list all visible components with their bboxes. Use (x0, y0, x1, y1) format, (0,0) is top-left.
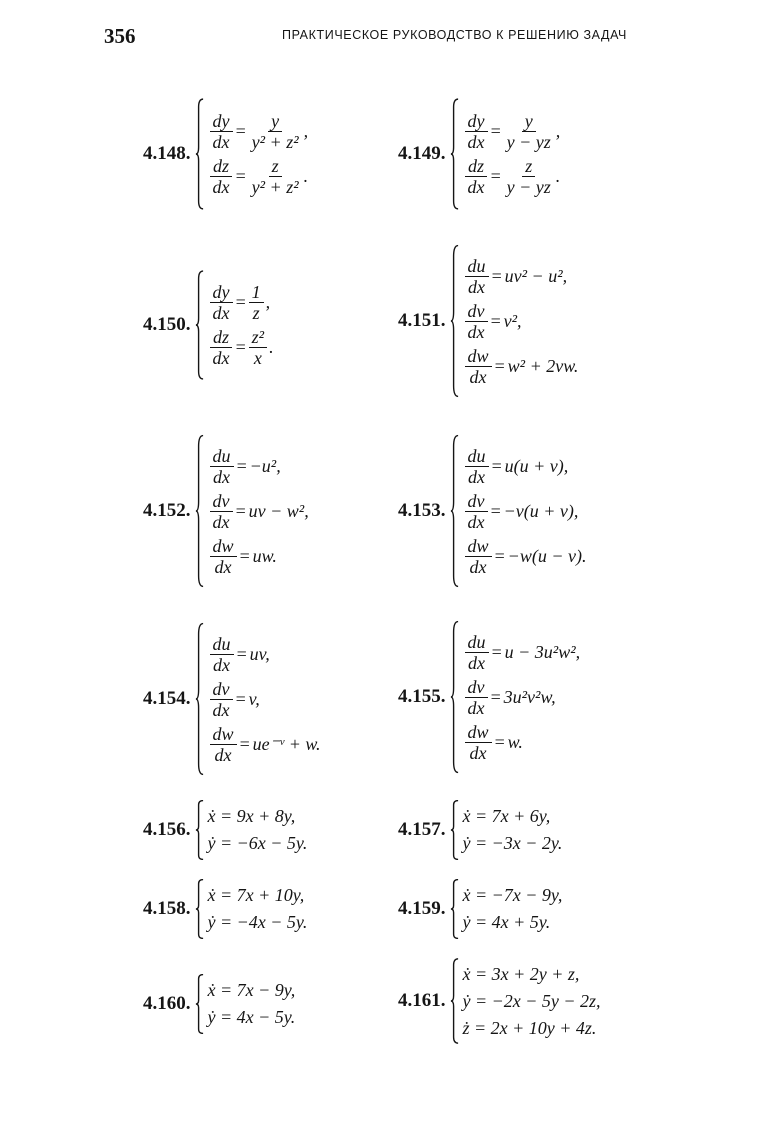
equation: ẏ = −4x − 5y. (207, 912, 308, 932)
equation-system (463, 806, 563, 854)
equation-system (208, 980, 296, 1028)
equation-system (463, 632, 581, 763)
left-brace-icon (450, 244, 459, 398)
equation-system (208, 111, 309, 197)
problem-4-160 (143, 974, 295, 1034)
equation-system (463, 111, 561, 197)
problem-number: 4.148. (143, 143, 191, 164)
equation: $\frac{dv}{dx}$ = v, (208, 679, 321, 720)
problem-number: 4.155. (398, 686, 446, 707)
problem-4-154 (143, 622, 321, 776)
equation-system (463, 964, 601, 1039)
left-brace-icon (195, 879, 204, 939)
equation: ẋ = 7x + 6y, (462, 806, 551, 826)
equation: ẋ = 7x − 9y, (207, 980, 296, 1000)
problem-4-155 (398, 620, 580, 774)
problem-number: 4.158. (143, 898, 191, 919)
equation-system (463, 256, 579, 387)
problem-4-152 (143, 434, 309, 588)
left-brace-icon (450, 879, 459, 939)
equation: ẏ = 4x + 5y. (462, 912, 551, 932)
equation: ẋ = 3x + 2y + z, (462, 963, 580, 984)
problem-number: 4.161. (398, 990, 446, 1011)
running-head: ПРАКТИЧЕСКОЕ РУКОВОДСТВО К РЕШЕНИЮ ЗАДАЧ (282, 28, 627, 42)
equation: $\frac{dv}{dx}$ = uv − w², (208, 491, 309, 532)
problem-number: 4.156. (143, 819, 191, 840)
equation: $\frac{dv}{dx}$ = 3u²v²w, (463, 677, 581, 718)
equation: $\frac{du}{dx}$ = u(u + v), (463, 446, 587, 487)
equation: ẏ = −2x − 5y − 2z, (462, 990, 601, 1011)
equation-system (463, 446, 587, 577)
problem-4-159 (398, 879, 562, 939)
problem-4-153 (398, 434, 586, 588)
equation: $\frac{dy}{dx}$ = $\frac{1}{z}$ , (208, 282, 274, 323)
left-brace-icon (450, 958, 459, 1044)
left-brace-icon (195, 974, 204, 1034)
problem-number: 4.160. (143, 993, 191, 1014)
problem-number: 4.157. (398, 819, 446, 840)
left-brace-icon (195, 800, 204, 860)
left-brace-icon (450, 620, 459, 774)
equation: ẋ = 9x + 8y, (207, 806, 296, 826)
equation-system (208, 282, 274, 368)
left-brace-icon (195, 622, 204, 776)
problem-number: 4.150. (143, 314, 191, 335)
equation: ẏ = −3x − 2y. (462, 833, 563, 853)
equation-system (208, 634, 321, 765)
problem-number: 4.152. (143, 500, 191, 521)
equation-system (463, 885, 563, 933)
equation: $\frac{dz}{dx}$ = $\frac{z}{y - yz}$ . (463, 156, 561, 197)
equation: ẋ = 7x + 10y, (207, 885, 305, 905)
equation: $\frac{dw}{dx}$ = w² + 2vw. (463, 346, 579, 387)
problem-4-148 (143, 98, 308, 210)
equation: $\frac{dw}{dx}$ = −w(u − v). (463, 536, 587, 577)
left-brace-icon (450, 800, 459, 860)
equation: $\frac{dv}{dx}$ = −v(u + v), (463, 491, 587, 532)
problem-number: 4.149. (398, 143, 446, 164)
equation: $\frac{du}{dx}$ = uv² − u², (463, 256, 579, 297)
equation: $\frac{dw}{dx}$ = uw. (208, 536, 309, 577)
equation-system (208, 806, 308, 854)
equation: $\frac{dw}{dx}$ = w. (463, 722, 581, 763)
page-number: 356 (104, 24, 136, 48)
left-brace-icon (195, 98, 204, 210)
left-brace-icon (450, 98, 459, 210)
equation-system (208, 446, 309, 577)
equation: ẋ = −7x − 9y, (462, 885, 563, 905)
problem-4-161 (398, 958, 601, 1044)
equation: $\frac{dv}{dx}$ = v², (463, 301, 579, 342)
left-brace-icon (195, 434, 204, 588)
problem-number: 4.159. (398, 898, 446, 919)
problem-4-150 (143, 270, 274, 380)
equation: ẏ = 4x − 5y. (207, 1007, 296, 1027)
problem-4-158 (143, 879, 307, 939)
equation: $\frac{du}{dx}$ = −u², (208, 446, 309, 487)
problem-number: 4.153. (398, 500, 446, 521)
equation: $\frac{dw}{dx}$ = ue⁻ᵛ + w. (208, 724, 321, 765)
problem-4-157 (398, 800, 562, 860)
left-brace-icon (195, 270, 204, 380)
equation: $\frac{du}{dx}$ = u − 3u²w², (463, 632, 581, 673)
equation: ż = 2x + 10y + 4z. (462, 1017, 597, 1038)
equation: $\frac{dz}{dx}$ = $\frac{\text{z²}}{x}$ . (208, 327, 274, 368)
equation: $\frac{dy}{dx}$ = $\frac{y}{y - yz}$ , (463, 111, 561, 152)
problem-4-149 (398, 98, 560, 210)
problem-4-156 (143, 800, 307, 860)
equation: $\frac{dz}{dx}$ = $\frac{z}{\text{y² + z²}}$ . (208, 156, 309, 197)
problem-number: 4.151. (398, 310, 446, 331)
left-brace-icon (450, 434, 459, 588)
equation: $\frac{du}{dx}$ = uv, (208, 634, 321, 675)
equation: $\frac{dy}{dx}$ = $\frac{y}{\text{y² + z²}}$ , (208, 111, 309, 152)
equation: ẏ = −6x − 5y. (207, 833, 308, 853)
problem-4-151 (398, 244, 578, 398)
problem-number: 4.154. (143, 688, 191, 709)
equation-system (208, 885, 308, 933)
